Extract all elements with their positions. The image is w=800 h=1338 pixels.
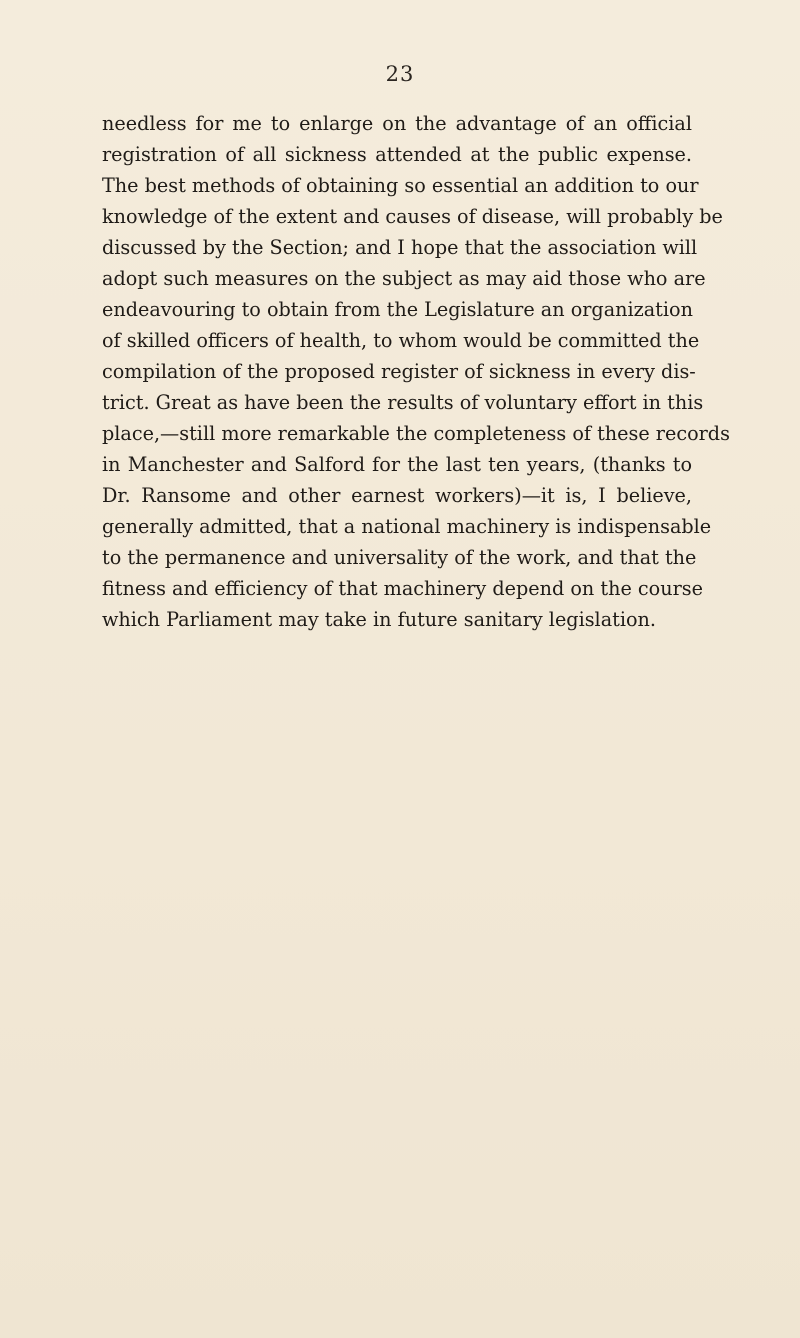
text-line: endeavouring to obtain from the Legislature an organization bbox=[102, 298, 693, 321]
body-paragraph bbox=[102, 108, 730, 635]
text-line: adopt such measures on the subject as may aid those who are bbox=[102, 267, 706, 290]
text-line: in Manchester and Salford for the last ten years, (thanks to bbox=[102, 453, 692, 476]
text-line: registration of all sickness attended at the public expense. bbox=[102, 143, 692, 166]
text-line: knowledge of the extent and causes of disease, will probably be bbox=[102, 205, 723, 228]
text-line: discussed by the Section; and I hope that the association will bbox=[102, 236, 698, 259]
page-number: 23 bbox=[385, 62, 415, 86]
text-line: compilation of the proposed register of sickness in every dis- bbox=[102, 360, 696, 383]
text-line: which Parliament may take in future sanitary legislation. bbox=[102, 608, 656, 631]
text-line: of skilled officers of health, to whom would be committed the bbox=[102, 329, 700, 352]
text-line: Dr. Ransome and other earnest workers)—it is, I believe, bbox=[102, 484, 692, 507]
text-line: needless for me to enlarge on the advantage of an official bbox=[102, 112, 692, 135]
text-line: place,—still more remarkable the completeness of these records bbox=[102, 422, 730, 445]
text-line: generally admitted, that a national machinery is indispensable bbox=[102, 515, 712, 538]
text-line: trict. Great as have been the results of voluntary effort in this bbox=[102, 391, 704, 414]
text-line: fitness and efficiency of that machinery depend on the course bbox=[102, 577, 703, 600]
text-line: to the permanence and universality of the work, and that the bbox=[102, 546, 697, 569]
text-line: The best methods of obtaining so essential an addition to our bbox=[102, 174, 699, 197]
